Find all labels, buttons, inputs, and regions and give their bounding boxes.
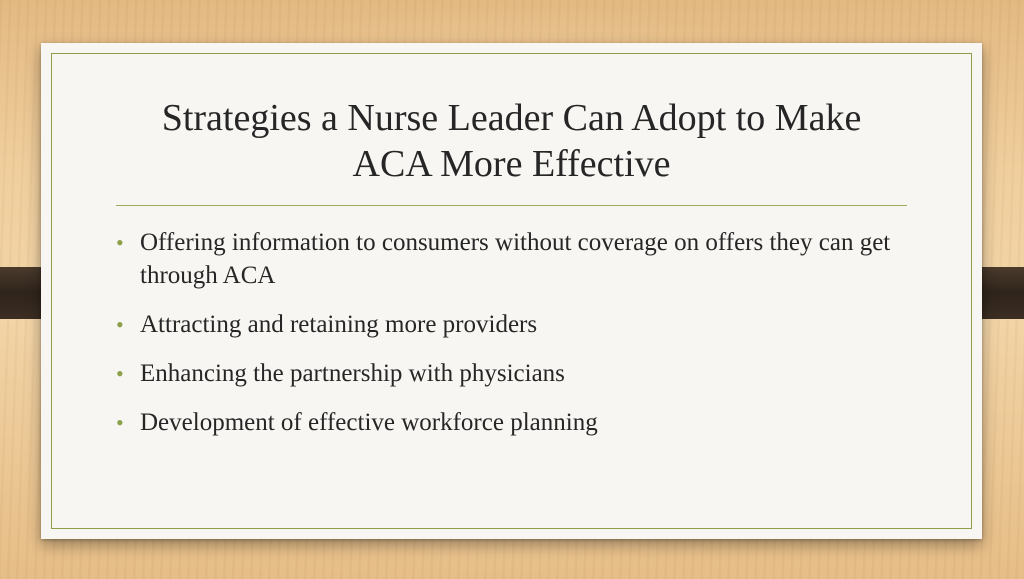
title-divider [116,205,907,206]
bullet-dot-icon: • [116,410,124,435]
bullet-item-consumer-information [116,226,907,292]
bullet-text: Attracting and retaining more providers [140,311,538,338]
bullet-item-workforce-planning [116,406,907,439]
bullet-text: Enhancing the partnership with physicians [140,360,565,387]
slide-title [101,95,922,187]
bullet-item-physicians [116,357,907,390]
bullet-dot-icon: • [116,361,124,386]
bullet-text: Offering information to consumers without coverage on offers they can get through ACA [140,229,891,289]
bullet-dot-icon: • [116,230,124,255]
bullet-text: Development of effective workforce planning [140,409,598,436]
title-line-1: Strategies a Nurse Leader Can Adopt to Make [161,97,862,139]
title-line-2: ACA More Effective [352,143,671,185]
bullet-item-providers [116,308,907,341]
bullet-list [116,226,907,455]
slide-card [41,43,982,539]
bullet-dot-icon: • [116,312,124,337]
